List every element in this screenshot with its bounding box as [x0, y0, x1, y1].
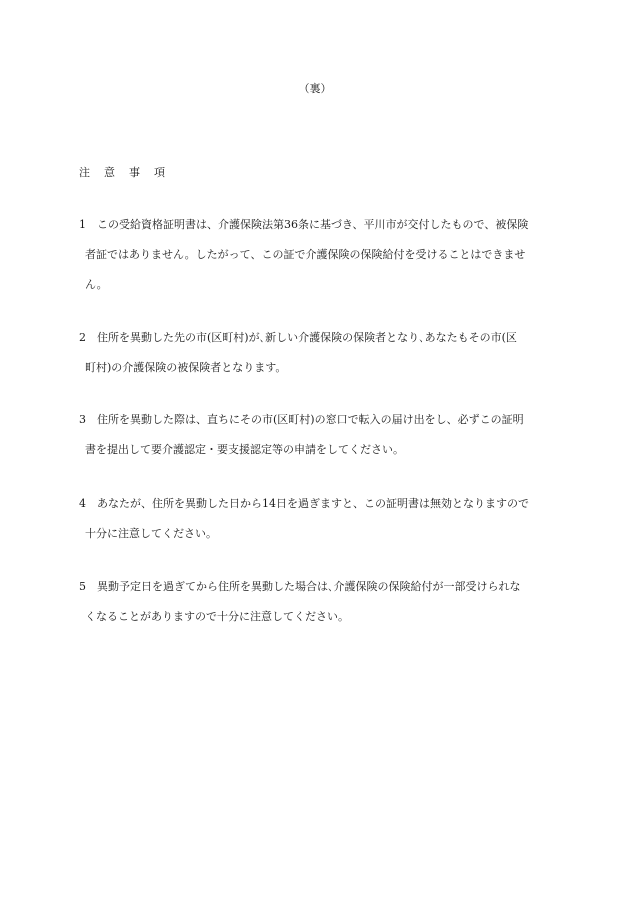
note-text-line: あなたが、住所を異動した日から14日を過ぎますと、この証明書は無効となりますので	[97, 497, 529, 510]
note-item-4	[79, 497, 549, 557]
heading-char: 事	[129, 166, 140, 179]
heading-char: 意	[104, 166, 115, 179]
note-text-line: くなることがありますので十分に注意してください。	[85, 610, 349, 623]
note-text-line: 書を提出して要介護認定・要支援認定等の申請をしてください。	[85, 443, 404, 456]
note-text-line: 住所を異動した際は、直ちにその市(区町村)の窓口で転入の届け出をし、必ずこの証明	[97, 413, 524, 426]
note-text-line: 者証ではありません。したがって、この証で介護保険の保険給付を受けることはできませ	[85, 248, 526, 261]
heading-char: 注	[79, 166, 90, 179]
note-text-line: 住所を異動した先の市(区町村)が､新しい介護保険の保険者となり､あなたもその市(区	[97, 331, 517, 344]
note-item-1	[79, 218, 549, 308]
note-item-2	[79, 331, 549, 391]
note-number: 3	[79, 413, 86, 426]
note-text-line: ん。	[85, 278, 108, 291]
notes-heading	[79, 164, 179, 180]
reverse-side-label: （裏）	[298, 82, 332, 95]
heading-char: 項	[154, 166, 165, 179]
note-item-3	[79, 413, 549, 473]
note-text-line: 十分に注意してください。	[85, 527, 217, 540]
note-number: 4	[79, 497, 86, 510]
note-text-line: 町村)の介護保険の被保険者となります。	[85, 361, 287, 374]
note-item-5	[79, 580, 549, 640]
note-number: 2	[79, 331, 86, 344]
note-text-line: 異動予定日を過ぎてから住所を異動した場合は､介護保険の保険給付が一部受けられな	[97, 580, 521, 593]
note-text-line: この受給資格証明書は、介護保険法第36条に基づき、平川市が交付したもので、被保険	[97, 218, 529, 231]
note-number: 5	[79, 580, 86, 593]
note-number: 1	[79, 218, 86, 231]
